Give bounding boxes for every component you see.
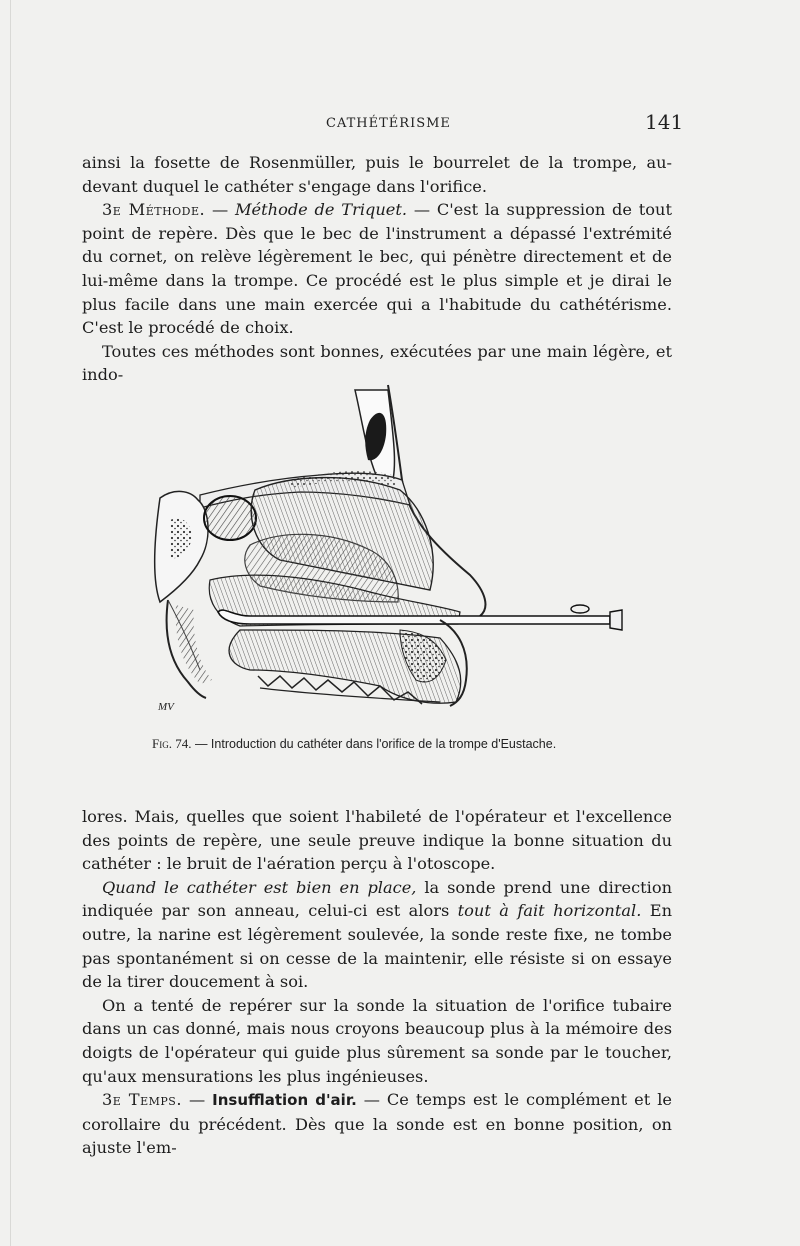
quand-mid: la sonde prend une direction indiquée par son anneau, celui-ci est alors bbox=[82, 877, 672, 921]
temps-label: 3e Temps. bbox=[102, 1090, 182, 1110]
artist-signature: MV bbox=[158, 701, 174, 713]
paragraph-quand bbox=[82, 876, 672, 994]
methode-title: Méthode de Triquet. bbox=[234, 200, 408, 220]
quand-italic: Quand le cathéter est bien en place, bbox=[102, 877, 417, 897]
methode-body: — C'est la suppression de tout point de repère. Dès que le bec de l'instrument a dépassé l'extrémité du cornet, on relève légèrement le bec, qui pénètre directement et de lui-même dans la trompe. Ce procédé est le plus simple et je dirai le plus facile dans une main exercée qui a l'habitude du cathétérisme. C'est le procédé de choix. bbox=[82, 200, 672, 338]
bottom-text-block bbox=[82, 805, 672, 1160]
paragraph-methode bbox=[82, 198, 672, 340]
temps-body: — Ce temps est le complément et le corollaire du précédent. Dès que la sonde est en bonne position, on ajuste l'em- bbox=[82, 1090, 672, 1158]
nasal-cavity-illustration bbox=[140, 380, 630, 716]
temps-dash: — bbox=[181, 1090, 213, 1110]
paragraph-lores: lores. Mais, quelles que soient l'habileté de l'opérateur et l'excellence des points de repère, une seule preuve indique la bonne situation du cathéter : le bruit de l'aération perçu à l'otoscope. bbox=[82, 807, 672, 874]
catheter-ring bbox=[571, 605, 589, 613]
methode-label: 3e Méthode. bbox=[102, 200, 206, 220]
figure-caption bbox=[152, 736, 556, 752]
running-title: CATHÉTÉRISME bbox=[326, 116, 451, 131]
caption-label: Fig. 74. bbox=[152, 736, 192, 751]
quand-italic-2: tout à fait horizontal. bbox=[457, 901, 642, 921]
page-edge bbox=[10, 0, 11, 1246]
catheter-end bbox=[610, 610, 622, 630]
paragraph-repere: On a tenté de repérer sur la sonde la situation de l'orifice tubaire dans un cas donné, mais nous croyons beaucoup plus à la mémoire des doigts de l'opérateur qui guide plus sûrement sa sonde par le toucher, qu'aux mensurations les plus ingénieuses. bbox=[82, 995, 672, 1086]
paragraph-1: ainsi la fosette de Rosenmüller, puis le bourrelet de la trompe, au-devant duquel le cathéter s'engage dans l'orifice. bbox=[82, 153, 672, 196]
quand-end: En outre, la narine est légèrement soulevée, la sonde reste fixe, ne tombe pas spontanément si on cesse de la maintenir, elle résiste si on essaye de la tirer doucement à soi. bbox=[82, 901, 672, 992]
anatomical-figure bbox=[140, 380, 630, 716]
sphenoid-sinus bbox=[204, 496, 256, 540]
temps-title: Insufflation d'air. bbox=[212, 1091, 357, 1110]
top-text-block bbox=[82, 151, 672, 387]
caption-text: — Introduction du cathéter dans l'orifice de la trompe d'Eustache. bbox=[191, 737, 557, 751]
paragraph-temps bbox=[82, 1088, 672, 1160]
methode-dash: — bbox=[205, 200, 235, 220]
page-number: 141 bbox=[645, 110, 684, 134]
paragraph-3: Toutes ces méthodes sont bonnes, exécutées par une main légère, et indo- bbox=[82, 341, 672, 385]
